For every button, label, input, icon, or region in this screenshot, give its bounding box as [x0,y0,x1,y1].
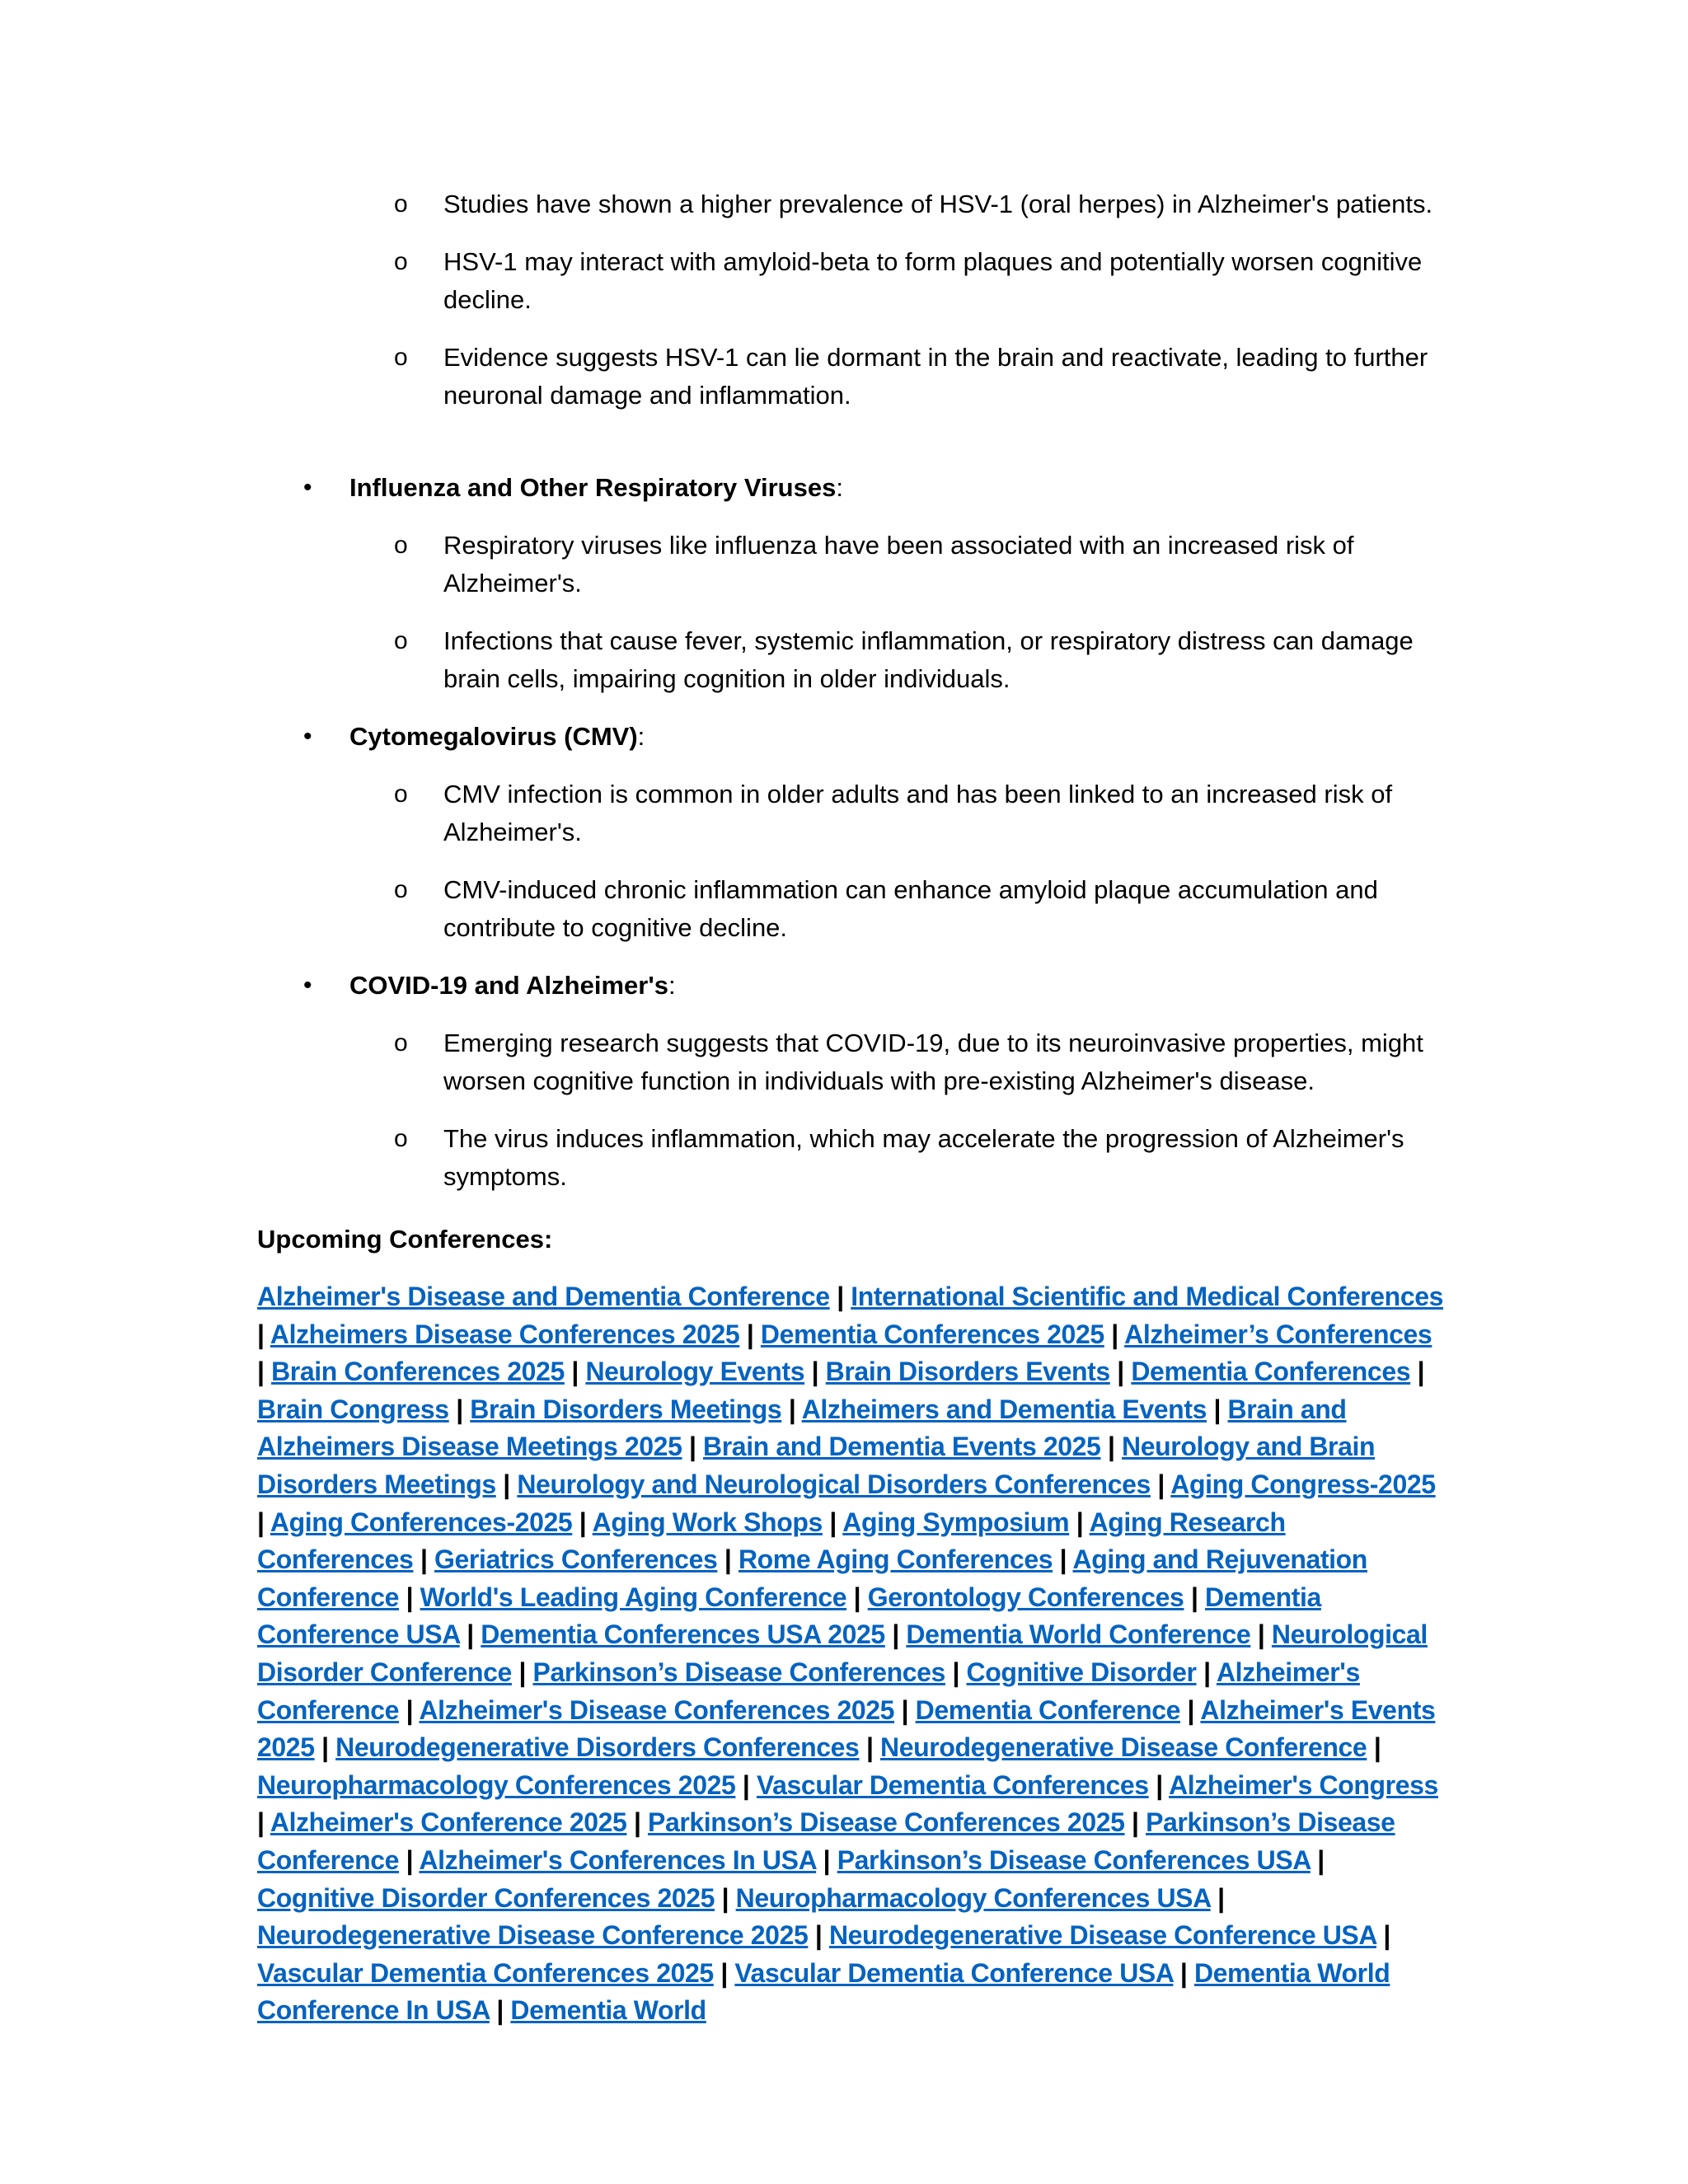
link-separator: | [865,1732,874,1763]
conference-link[interactable]: Alzheimers Disease Conferences 2025 [270,1319,740,1349]
link-separator: | [1213,1394,1221,1424]
conference-link[interactable]: Dementia Conferences USA 2025 [481,1619,885,1650]
conference-link[interactable]: Alzheimer’s Conferences [1124,1319,1432,1349]
link-separator: | [257,1807,265,1838]
conference-link[interactable]: Alzheimer's Disease and Dementia Conference [257,1282,830,1311]
link-separator: | [720,1957,728,1988]
link-separator: | [467,1619,474,1650]
conference-link[interactable]: Alzheimer's Events 2025 [257,1694,1436,1763]
link-separator: | [1187,1694,1195,1725]
circle-bullet-icon: o [394,532,408,559]
link-separator: | [406,1582,414,1612]
conference-link[interactable]: Aging Research Conferences [257,1507,1286,1575]
link-separator: | [742,1769,750,1800]
circle-bullet-icon: o [394,190,408,218]
conference-link[interactable]: Alzheimer's Congress [1169,1769,1438,1800]
conference-link[interactable]: Alzheimer's Conference 2025 [270,1807,627,1838]
conference-link[interactable]: Vascular Dementia Conferences 2025 [257,1957,714,1988]
link-separator: | [853,1582,861,1612]
circle-bullet-icon: o [394,1029,408,1057]
conference-link[interactable]: Aging Work Shops [592,1507,823,1537]
conference-link[interactable]: Neuropharmacology Conferences USA [735,1882,1211,1913]
conference-link[interactable]: Parkinson’s Disease Conferences 2025 [648,1807,1125,1838]
conference-link[interactable]: Gerontology Conferences [867,1582,1184,1612]
conference-link[interactable]: Brain and Dementia Events 2025 [703,1432,1101,1462]
link-separator: | [837,1282,844,1311]
list-item-text: The virus induces inflammation, which may accelerate the progression of Alzheimer's symptoms. [443,1124,1404,1191]
conference-link[interactable]: World's Leading Aging Conference [420,1582,847,1612]
conference-link[interactable]: Brain Conferences 2025 [271,1357,565,1387]
conference-link[interactable]: Alzheimer's Conferences In USA [419,1844,817,1875]
conference-link[interactable]: Neurodegenerative Disease Conference [880,1732,1367,1763]
conference-link[interactable]: Aging Conferences-2025 [270,1507,573,1537]
conference-link[interactable]: Neurology Events [585,1357,805,1387]
conference-link[interactable]: Aging and Rejuvenation Conference [257,1544,1367,1612]
link-separator: | [406,1844,414,1875]
conference-link[interactable]: Dementia World [510,1995,706,2026]
link-separator: | [257,1357,265,1387]
list-item-text: Emerging research suggests that COVID-19, due to its neuroinvasive properties, might worsen cognitive function in individuals with pre-existing Alzheimer's disease. [443,1029,1423,1095]
conference-link[interactable]: Parkinson’s Disease Conferences [532,1657,945,1687]
circle-bullet-icon: o [394,248,408,275]
link-separator: | [1417,1357,1425,1387]
link-separator: | [503,1469,510,1499]
conferences-heading: Upcoming Conferences: [257,1225,553,1254]
link-separator: | [1217,1882,1225,1913]
link-separator: | [1117,1357,1124,1387]
link-separator: | [633,1807,641,1838]
section-title: Cytomegalovirus (CMV) [349,722,638,751]
conference-link[interactable]: Brain and Alzheimers Disease Meetings 2025 [257,1394,1347,1462]
link-separator: | [1107,1432,1115,1462]
bullet-icon: • [303,972,312,999]
section-title: COVID-19 and Alzheimer's [349,971,668,1000]
link-separator: | [721,1882,729,1913]
list-item [0,243,1688,319]
list-item-text: Infections that cause fever, systemic inflammation, or respiratory distress can damage brain cells, impairing cognition in older individuals. [443,626,1414,693]
circle-bullet-icon: o [394,780,408,808]
link-separator: | [257,1319,265,1349]
link-separator: | [1076,1507,1084,1537]
hsv-sub-list [0,185,1688,434]
conference-link[interactable]: Brain Disorders Meetings [470,1394,782,1424]
circle-bullet-icon: o [394,627,408,654]
list-item-text: CMV infection is common in older adults and has been linked to an increased risk of Alzheimer's. [443,780,1393,846]
list-item-text: Studies have shown a higher prevalence of HSV-1 (oral herpes) in Alzheimer's patients. [443,190,1433,218]
link-separator: | [746,1319,754,1349]
link-separator: | [814,1920,823,1951]
conference-link[interactable]: Alzheimer's Conference [257,1657,1360,1725]
conference-link[interactable]: Dementia Conferences 2025 [760,1319,1104,1349]
link-separator: | [1179,1957,1188,1988]
conference-link[interactable]: Rome Aging Conferences [738,1544,1053,1575]
cmv-sub-list [0,776,1688,967]
link-separator: | [823,1844,831,1875]
conference-link[interactable]: Neurology and Brain Disorders Meetings [257,1432,1376,1499]
link-separator: | [518,1657,526,1687]
conference-link[interactable]: Neurological Disorder Conference [257,1619,1428,1687]
covid-sub-list [0,1024,1688,1216]
conference-link[interactable]: Parkinson’s Disease Conference [257,1807,1395,1875]
circle-bullet-icon: o [394,876,408,903]
bullet-icon: • [303,474,312,501]
list-item-text: HSV-1 may interact with amyloid-beta to form plaques and potentially worsen cognitive decline. [443,247,1423,314]
circle-bullet-icon: o [394,1125,408,1152]
conference-links-paragraph [257,1278,1444,2030]
title-suffix: : [637,722,645,751]
conference-link[interactable]: Aging Congress-2025 [1170,1469,1436,1499]
conference-link[interactable]: Neurodegenerative Disease Conference USA [828,1920,1376,1951]
link-separator: | [1383,1920,1390,1951]
link-separator: | [257,1507,265,1537]
conference-link[interactable]: Neurodegenerative Disorders Conferences [335,1732,860,1763]
list-item [0,622,1688,698]
conference-link[interactable]: Dementia World Conference In USA [257,1957,1390,2026]
conference-link[interactable]: Brain Disorders Events [825,1357,1110,1387]
link-separator: | [1373,1732,1381,1763]
influenza-sub-list [0,527,1688,718]
list-item [0,871,1688,947]
conference-link[interactable]: Neurodegenerative Disease Conference 2025 [257,1920,809,1951]
conference-link[interactable]: Dementia Conference USA [257,1582,1321,1650]
circle-bullet-icon: o [394,344,408,371]
link-separator: | [829,1507,837,1537]
link-separator: | [1257,1619,1265,1650]
conference-link[interactable]: Cognitive Disorder Conferences 2025 [257,1882,715,1913]
link-separator: | [496,1995,504,2026]
title-suffix: : [668,971,676,1000]
link-separator: | [1059,1544,1067,1575]
list-item-text: CMV-induced chronic inflammation can enhance amyloid plaque accumulation and contribute to cognitive decline. [443,875,1378,942]
conference-link[interactable]: Dementia Conference [915,1694,1181,1725]
link-separator: | [952,1657,959,1687]
list-item-text: Evidence suggests HSV-1 can lie dormant in the brain and reactivate, leading to further neuronal damage and inflammation. [443,343,1428,410]
influenza-heading [0,469,1688,507]
conference-link[interactable]: Alzheimers and Dementia Events [801,1394,1207,1424]
link-separator: | [901,1694,909,1725]
link-separator: | [1157,1469,1165,1499]
link-separator: | [1111,1319,1118,1349]
list-item [0,527,1688,602]
conference-link[interactable]: Vascular Dementia Conference USA [734,1957,1174,1988]
link-separator: | [688,1432,696,1462]
conference-link[interactable]: Dementia Conferences [1131,1357,1411,1387]
link-separator: | [1132,1807,1139,1838]
conference-link[interactable]: Alzheimer's Disease Conferences 2025 [419,1694,895,1725]
link-separator: | [1156,1769,1163,1800]
list-item [0,185,1688,223]
link-separator: | [724,1544,732,1575]
link-separator: | [1317,1844,1325,1875]
covid-heading [0,967,1688,1005]
link-separator: | [321,1732,329,1763]
link-separator: | [571,1357,579,1387]
list-item-text: Respiratory viruses like influenza have been associated with an increased risk of Alzheimer's. [443,531,1354,598]
conference-link[interactable]: Geriatrics Conferences [434,1544,718,1575]
cmv-heading [0,718,1688,756]
bullet-icon: • [303,723,312,750]
conference-link[interactable]: Neuropharmacology Conferences 2025 [257,1769,736,1800]
conference-link[interactable]: Neurology and Neurological Disorders Conferences [517,1469,1151,1499]
link-separator: | [811,1357,819,1387]
conference-link[interactable]: Dementia World Conference [906,1619,1251,1650]
link-separator: | [1190,1582,1198,1612]
list-item [0,1024,1688,1100]
conference-link[interactable]: Cognitive Disorder [966,1657,1197,1687]
list-item [0,339,1688,415]
link-separator: | [420,1544,428,1575]
link-separator: | [406,1694,414,1725]
link-separator: | [788,1394,796,1424]
link-separator: | [892,1619,899,1650]
conference-link[interactable]: International Scientific and Medical Conferences [851,1282,1444,1311]
conference-link[interactable]: Parkinson’s Disease Conferences USA [837,1844,1311,1875]
title-suffix: : [836,473,843,502]
link-separator: | [1203,1657,1211,1687]
conference-link[interactable]: Vascular Dementia Conferences [756,1769,1149,1800]
list-item [0,1120,1688,1196]
section-title: Influenza and Other Respiratory Viruses [349,473,837,502]
conference-link[interactable]: Aging Symposium [842,1507,1070,1537]
list-item [0,776,1688,851]
link-separator: | [579,1507,587,1537]
conference-link[interactable]: Brain Congress [257,1394,449,1424]
link-separator: | [456,1394,463,1424]
